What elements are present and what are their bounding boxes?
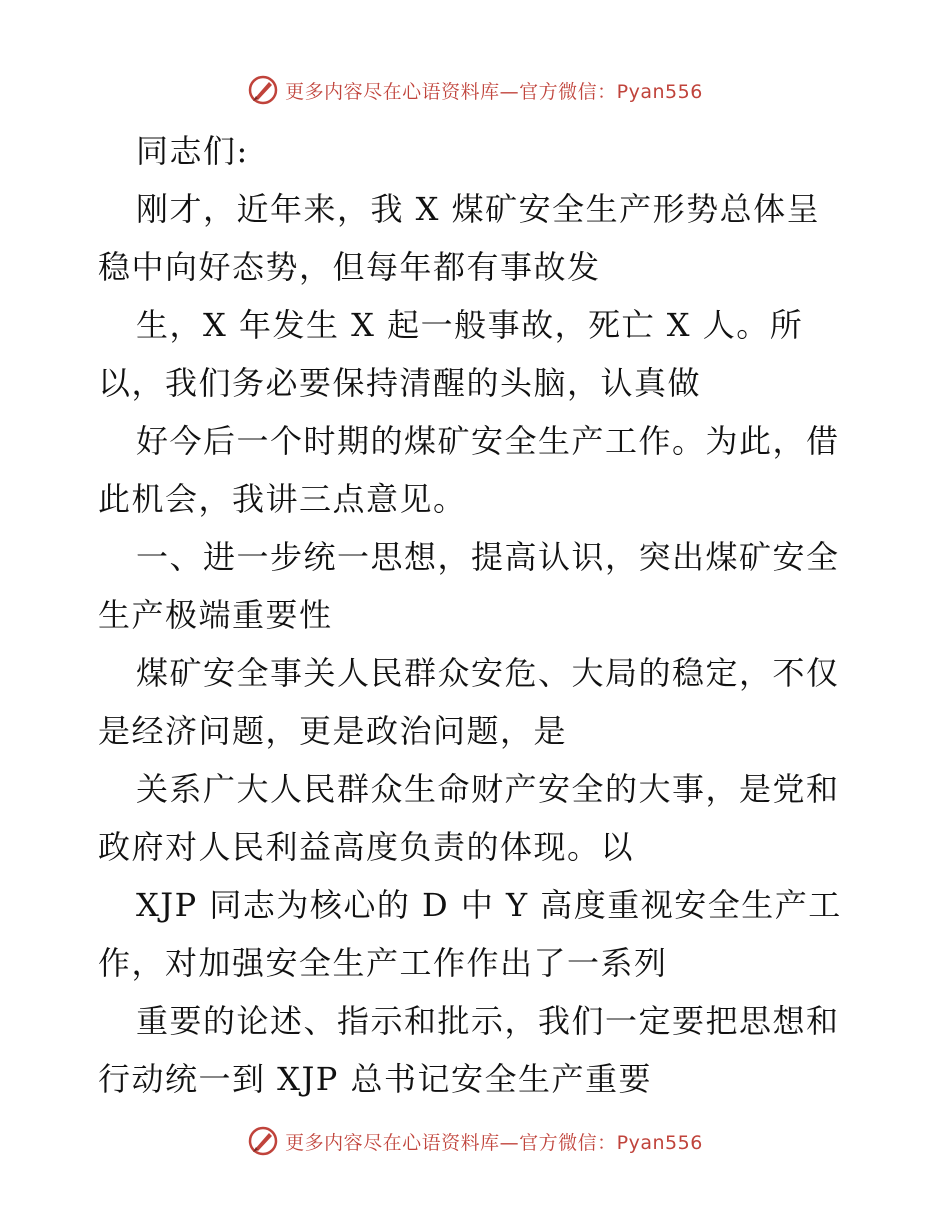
text-line: 重要的论述、指示和批示，我们一定要把思想和 (136, 1002, 840, 1040)
text-line: 此机会，我讲三点意见。 (98, 480, 467, 518)
text-line: 好今后一个时期的煤矿安全生产工作。为此，借 (136, 422, 840, 460)
quill-logo-icon (247, 74, 279, 106)
text-line: 稳中向好态势，但每年都有事故发 (98, 248, 601, 286)
text-line: 关系广大人民群众生命财产安全的大事，是党和 (136, 770, 840, 808)
text-line: 政府对人民利益高度负责的体现。以 (98, 828, 635, 866)
watermark-text: 更多内容尽在心语资料库—官方微信：Pyan556 (285, 80, 703, 103)
text-line: 刚才，近年来，我 X 煤矿安全生产形势总体呈 (136, 190, 821, 228)
watermark-text: 更多内容尽在心语资料库—官方微信：Pyan556 (285, 1131, 703, 1154)
text-line: 作，对加强安全生产工作作出了一系列 (98, 944, 668, 982)
text-line: 同志们: (136, 132, 249, 170)
text-line: 行动统一到 XJP 总书记安全生产重要 (98, 1060, 652, 1098)
text-line: 生，X 年发生 X 起一般事故，死亡 X 人。所 (136, 306, 804, 344)
text-line: 一、进一步统一思想，提高认识，突出煤矿安全 (136, 538, 840, 576)
text-line: 是经济问题，更是政治问题，是 (98, 712, 568, 750)
header-watermark (0, 73, 950, 107)
footer-watermark (0, 1124, 950, 1158)
document-body (98, 122, 858, 1108)
text-line: 煤矿安全事关人民群众安危、大局的稳定，不仅 (136, 654, 840, 692)
text-line: 以，我们务必要保持清醒的头脑，认真做 (98, 364, 702, 402)
text-line: 生产极端重要性 (98, 596, 333, 634)
quill-logo-icon (247, 1125, 279, 1157)
text-line: XJP 同志为核心的 D 中 Y 高度重视安全生产工 (136, 886, 842, 924)
